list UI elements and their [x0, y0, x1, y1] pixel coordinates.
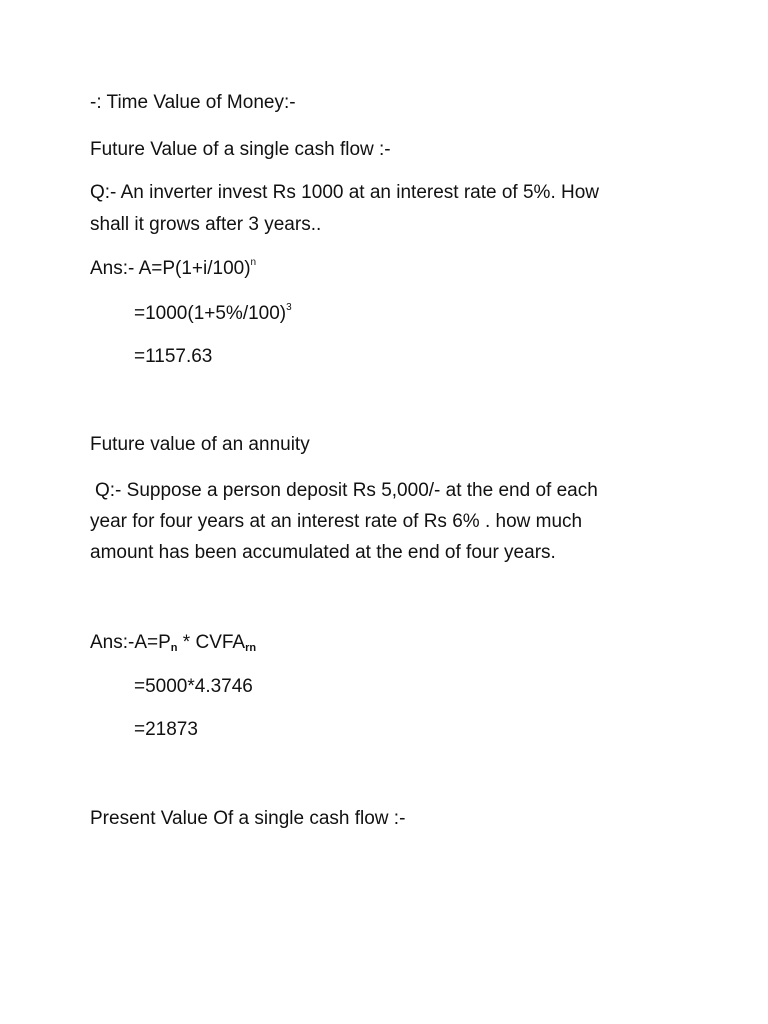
- section-heading-present-value: Present Value Of a single cash flow :-: [90, 808, 406, 829]
- question-line: amount has been accumulated at the end of four years.: [90, 542, 556, 563]
- document-title: -: Time Value of Money:-: [90, 92, 296, 113]
- subscript: rn: [245, 642, 257, 654]
- question-line: Q:- An inverter invest Rs 1000 at an interest rate of 5%. How: [90, 182, 600, 203]
- answer-formula-text: Ans:-A=P: [90, 632, 171, 653]
- answer-formula: [90, 632, 256, 655]
- exponent: n: [250, 257, 257, 268]
- subscript: n: [170, 642, 178, 654]
- calculation-result: =1157.63: [134, 346, 213, 367]
- calculation-step: [134, 303, 292, 326]
- answer-formula: [90, 258, 256, 281]
- calculation-step: =5000*4.3746: [134, 676, 253, 697]
- question-line: year for four years at an interest rate of Rs 6% . how much: [90, 511, 583, 532]
- calculation-result: =21873: [134, 719, 198, 740]
- exponent: 3: [286, 302, 292, 313]
- calculation-step-text: =1000(1+5%/100): [134, 303, 287, 324]
- answer-formula-text: * CVFA: [177, 632, 246, 653]
- answer-formula-text: Ans:- A=P(1+i/100): [90, 258, 251, 279]
- question-line: shall it grows after 3 years..: [90, 214, 322, 235]
- section-heading-future-value-single: Future Value of a single cash flow :-: [90, 139, 391, 160]
- question-line: Q:- Suppose a person deposit Rs 5,000/- at the end of each: [95, 480, 598, 501]
- section-heading-annuity: Future value of an annuity: [90, 434, 310, 455]
